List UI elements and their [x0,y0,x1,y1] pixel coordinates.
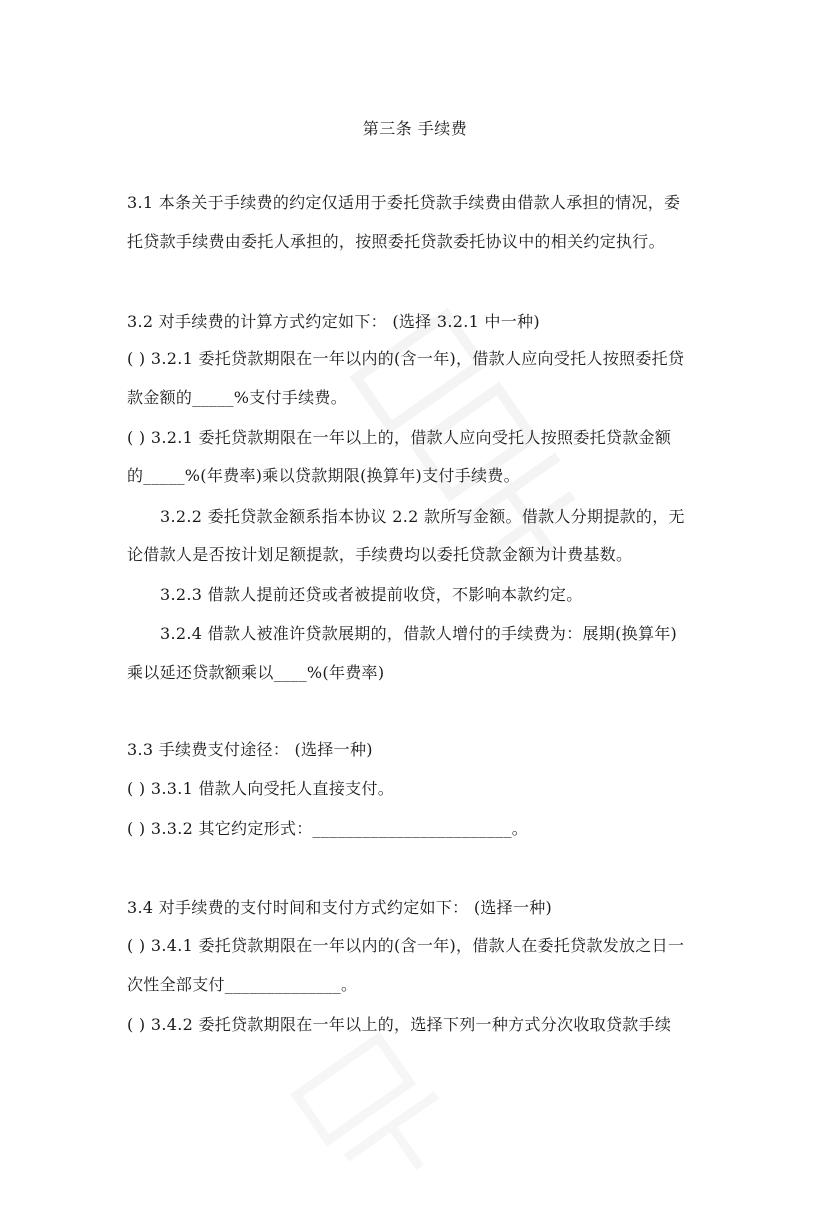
option-3-2-1b-line-1: ( ) 3.2.1 委托贷款期限在一年以上的，借款人应向受托人按照委托贷款金额 [127,428,672,447]
option-3-2-1a-line-1: ( ) 3.2.1 委托贷款期限在一年以内的(含一年)，借款人应向受托人按照委托贷 [127,349,685,368]
clause-3-2-2-line-2: 论借款人是否按计划足额提款，手续费均以委托贷款金额为计费基数。 [127,545,633,564]
option-3-2-1a-line-2: 款金额的_____%支付手续费。 [127,388,348,407]
option-3-3-2: ( ) 3.3.2 其它约定形式：________________________。 [127,819,529,838]
clause-3-2-3: 3.2.3 借款人提前还贷或者被提前收贷，不影响本款约定。 [160,585,583,604]
option-3-4-1-line-2: 次性全部支付______________。 [127,975,358,994]
clause-3-1-line-1: 3.1 本条关于手续费的约定仅适用于委托贷款手续费由借款人承担的情况，委 [127,193,681,212]
clause-3-2-4-line-2: 乘以延还贷款额乘以____%(年费率) [127,663,385,682]
clause-3-1-line-2: 托贷款手续费由委托人承担的，按照委托贷款委托协议中的相关约定执行。 [127,232,665,251]
section-title: 第三条 手续费 [362,119,468,138]
option-3-2-1b-line-2: 的_____%(年费率)乘以贷款期限(换算年)支付手续费。 [127,466,520,485]
clause-3-4-heading: 3.4 对手续费的支付时间和支付方式约定如下： (选择一种) [127,898,553,917]
clause-3-3-heading: 3.3 手续费支付途径： (选择一种) [127,740,373,759]
clause-3-2-2-line-1: 3.2.2 委托贷款金额系指本协议 2.2 款所写金额。借款人分期提款的，无 [160,507,685,526]
option-3-4-1-line-1: ( ) 3.4.1 委托贷款期限在一年以内的(含一年)，借款人在委托贷款发放之日一 [127,936,685,955]
option-3-4-2-line-1: ( ) 3.4.2 委托贷款期限在一年以上的，选择下列一种方式分次收取贷款手续 [127,1015,672,1034]
option-3-3-1: ( ) 3.3.1 借款人向受托人直接支付。 [127,779,395,798]
clause-3-2-heading: 3.2 对手续费的计算方式约定如下： (选择 3.2.1 中一种) [127,312,540,331]
clause-3-2-4-line-1: 3.2.4 借款人被准许贷款展期的，借款人增付的手续费为：展期(换算年) [160,624,678,643]
